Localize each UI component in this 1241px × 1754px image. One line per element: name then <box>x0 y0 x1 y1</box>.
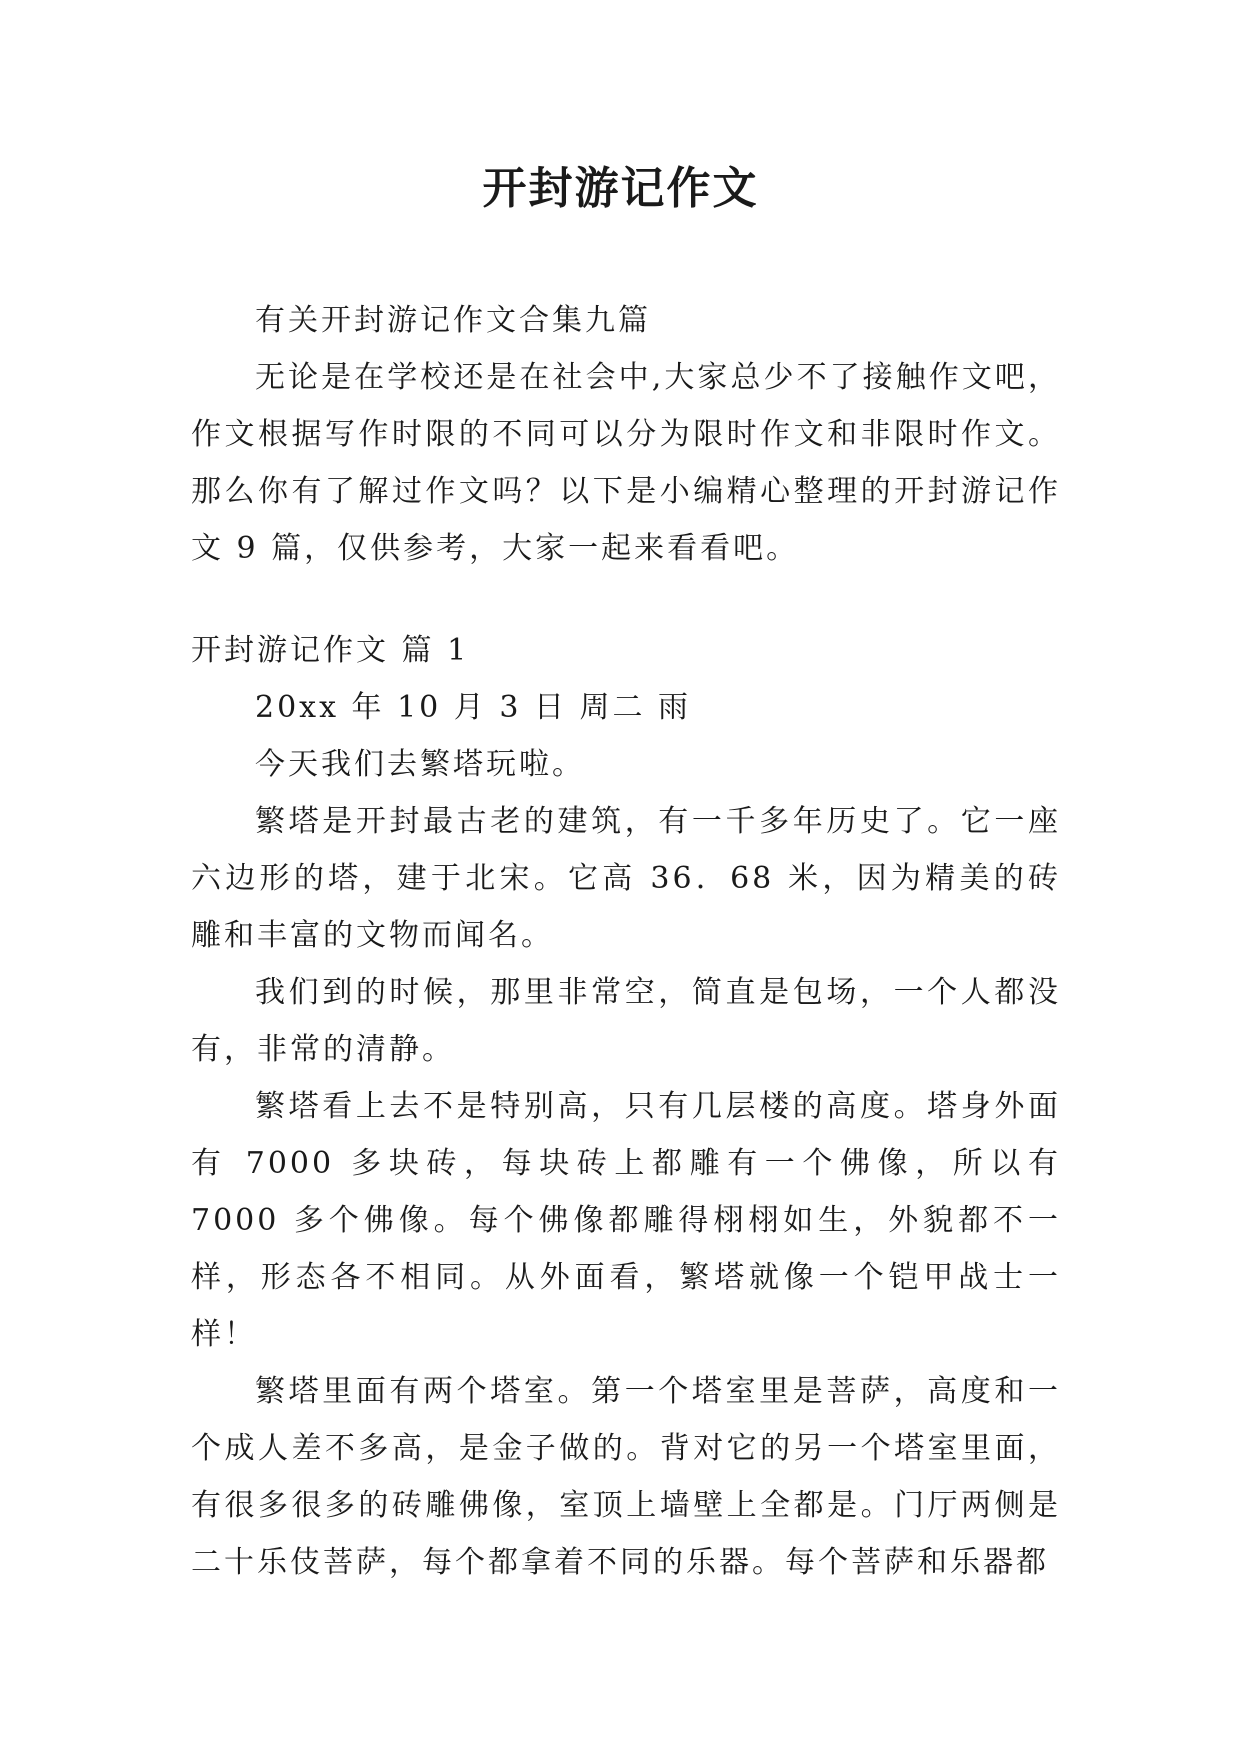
date-line: 20xx 年 10 月 3 日 周二 雨 <box>255 690 692 725</box>
document-title: 开封游记作文 <box>482 163 759 214</box>
document-body <box>191 292 1061 1591</box>
body-paragraph: 今天我们去繁塔玩啦。 <box>255 747 585 782</box>
body-paragraph: 我们到的时候，那里非常空，简直是包场，一个人都没有，非常的清静。 <box>191 975 1061 1067</box>
section-spacer <box>191 577 1061 622</box>
body-paragraph: 繁塔里面有两个塔室。第一个塔室里是菩萨，高度和一个成人差不多高，是金子做的。背对它的另一个塔室里面，有很多很多的砖雕佛像，室顶上墙壁上全都是。门厅两侧是二十乐伎菩萨，每个都拿着不同的乐器。每个菩萨和乐器都 <box>191 1374 1061 1580</box>
intro-subtitle: 有关开封游记作文合集九篇 <box>255 303 651 338</box>
intro-paragraph: 无论是在学校还是在社会中,大家总少不了接触作文吧，作文根据写作时限的不同可以分为限时作文和非限时作文。那么你有了解过作文吗？以下是小编精心整理的开封游记作文 9 篇，仅供参考，大家一起来看看吧。 <box>191 360 1061 566</box>
body-paragraph: 繁塔看上去不是特别高，只有几层楼的高度。塔身外面有 7000 多块砖，每块砖上都雕有一个佛像，所以有 7000 多个佛像。每个佛像都雕得栩栩如生，外貌都不一样，形态各不相同。从外面看，繁塔就像一个铠甲战士一样！ <box>191 1089 1061 1352</box>
body-paragraph: 繁塔是开封最古老的建筑，有一千多年历史了。它一座六边形的塔，建于北宋。它高 36．68 米，因为精美的砖雕和丰富的文物而闻名。 <box>191 804 1061 953</box>
section-heading: 开封游记作文 篇 1 <box>191 633 470 668</box>
